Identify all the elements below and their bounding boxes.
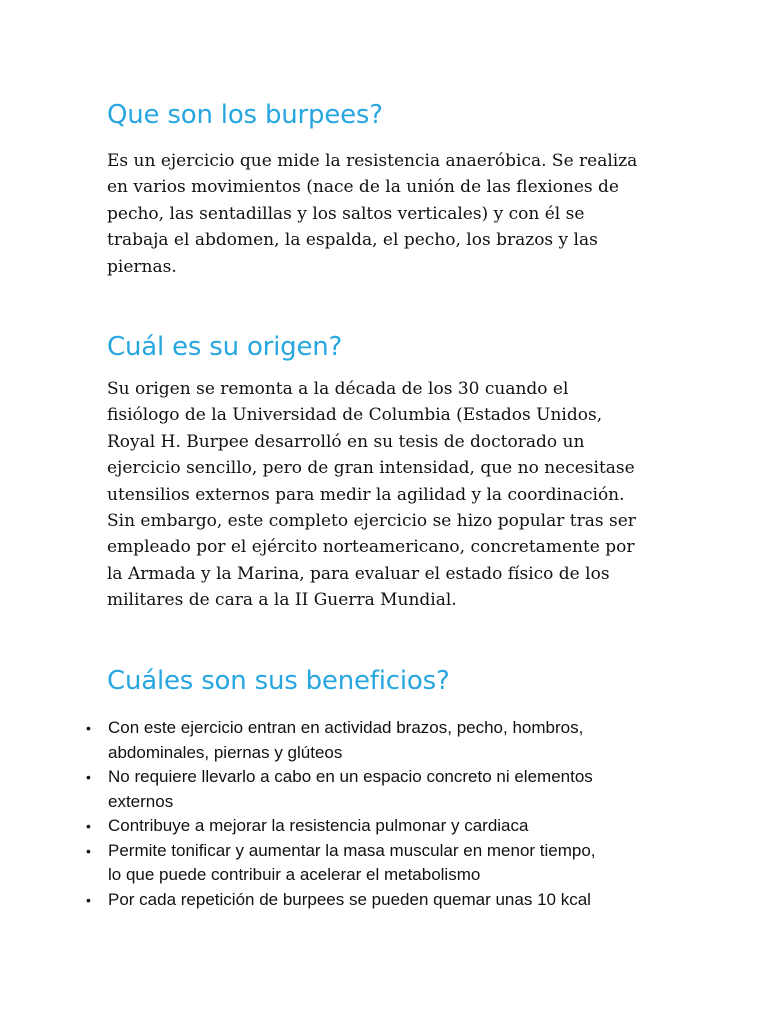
bullet-icon: • — [86, 842, 91, 859]
list-item — [83, 839, 683, 888]
text-line: ejercicio sencillo, pero de gran intensidad, que no necesitase — [107, 458, 635, 479]
list-item — [83, 888, 683, 913]
bullet-icon: • — [86, 769, 91, 785]
text-line: utensilios externos para medir la agilidad y la coordinación. — [107, 484, 625, 505]
bullet-icon: • — [86, 818, 91, 834]
heading-cuales-son-sus-beneficios: Cuáles son sus beneficios? — [107, 666, 450, 696]
list-item — [83, 716, 683, 765]
bullet-icon: • — [86, 891, 91, 908]
paragraph-definition — [107, 148, 637, 280]
text-line: Royal H. Burpee desarrolló en su tesis de doctorado un — [107, 431, 585, 452]
benefits-list — [83, 716, 683, 912]
text-line: Su origen se remonta a la década de los 30 cuando el — [107, 379, 569, 399]
text-line: en varios movimientos (nace de la unión de las flexiones de — [107, 177, 619, 198]
list-item-text: No requiere llevarlo a cabo en un espacio concreto ni elementos — [108, 767, 593, 786]
text-line: empleado por el ejército norteamericano, concretamente por — [107, 537, 635, 558]
list-item-text: lo que puede contribuir a acelerar el metabolismo — [108, 865, 481, 884]
list-item-text: Por cada repetición de burpees se pueden quemar unas 10 kcal — [108, 889, 591, 909]
list-item-text: abdominales, piernas y glúteos — [108, 742, 343, 762]
text-line: pecho, las sentadillas y los saltos verticales) y con él se — [107, 203, 585, 224]
text-line: Sin embargo, este completo ejercicio se hizo popular tras ser — [107, 511, 636, 532]
text-line: fisiólogo de la Universidad de Columbia (Estados Unidos, — [107, 405, 603, 426]
bullet-icon: • — [86, 720, 91, 736]
text-line: piernas. — [107, 256, 177, 277]
text-line: Es un ejercicio que mide la resistencia anaeróbica. Se realiza — [107, 151, 638, 171]
text-line: trabaja el abdomen, la espalda, el pecho, los brazos y las — [107, 230, 598, 251]
list-item-text: externos — [108, 791, 174, 811]
heading-que-son-los-burpees: Que son los burpees? — [107, 100, 383, 130]
text-line: militares de cara a la II Guerra Mundial. — [107, 590, 457, 611]
list-item — [83, 765, 683, 814]
text-line: la Armada y la Marina, para evaluar el estado físico de los — [107, 563, 610, 584]
list-item-text: Contribuye a mejorar la resistencia pulmonar y cardiaca — [108, 816, 529, 835]
list-item-text: Con este ejercicio entran en actividad brazos, pecho, hombros, — [108, 718, 584, 737]
list-item — [83, 814, 683, 839]
paragraph-origin — [107, 376, 636, 614]
list-item-text: Permite tonificar y aumentar la masa muscular en menor tiempo, — [108, 840, 596, 860]
heading-cual-es-su-origen: Cuál es su origen? — [107, 332, 343, 362]
